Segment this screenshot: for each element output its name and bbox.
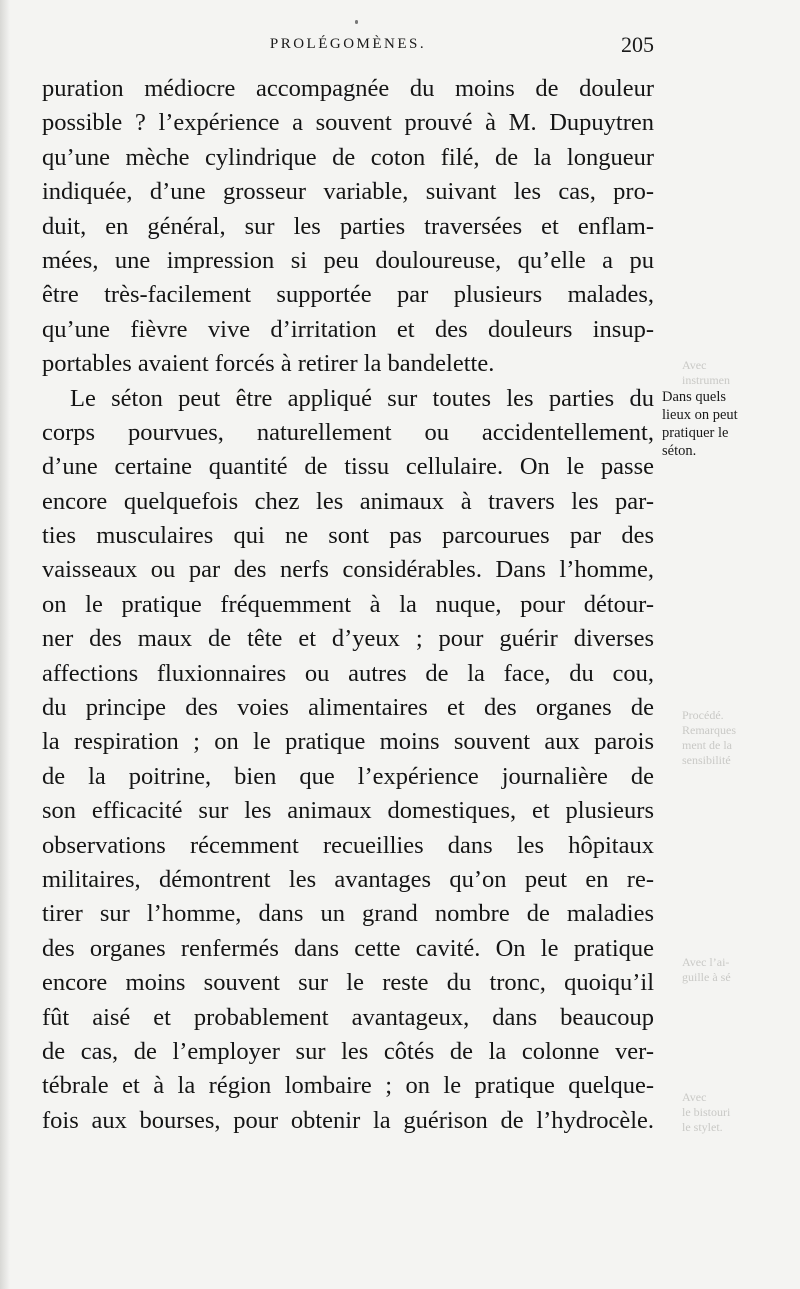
show-through-line: Avec bbox=[682, 358, 707, 372]
text-line: fois aux bourses, pour obtenir la guérison de l’hydrocèle. bbox=[42, 1106, 654, 1134]
show-through-line: sensibilité bbox=[682, 753, 731, 767]
ink-speck bbox=[355, 20, 358, 24]
show-through-line: guille à sé bbox=[682, 970, 731, 984]
text-line: ties musculaires qui ne sont pas parcourues par des bbox=[42, 522, 654, 550]
text-line: de la poitrine, bien que l’expérience journalière de bbox=[42, 762, 654, 790]
margin-note-line: lieux on peut bbox=[662, 407, 738, 423]
show-through-line: le bistouri bbox=[682, 1105, 731, 1119]
text-line: qu’une fièvre vive d’irritation et des douleurs insup- bbox=[42, 315, 654, 343]
text-line: de cas, de l’employer sur les côtés de la colonne ver- bbox=[42, 1037, 654, 1065]
text-line: mées, une impression si peu douloureuse, qu’elle a pu bbox=[42, 246, 654, 274]
text-line: encore quelquefois chez les animaux à travers les par- bbox=[42, 487, 654, 515]
page-number: 205 bbox=[621, 32, 654, 57]
text-line: son efficacité sur les animaux domestiques, et plusieurs bbox=[42, 797, 654, 825]
show-through-line: le stylet. bbox=[682, 1120, 723, 1134]
show-through-note bbox=[682, 708, 792, 768]
show-through-line: Procédé. bbox=[682, 708, 724, 722]
text-line: militaires, démontrent les avantages qu’on peut en re- bbox=[42, 865, 654, 893]
text-line: tébrale et à la région lombaire ; on le pratique quelque- bbox=[42, 1072, 654, 1100]
margin-note-line: Dans quels bbox=[662, 389, 727, 405]
show-through-line: instrumen bbox=[682, 373, 730, 387]
text-line: ner des maux de tête et d’yeux ; pour guérir diverses bbox=[42, 625, 654, 653]
show-through-line: Remarques bbox=[682, 723, 736, 737]
text-line-paragraph-start: Le séton peut être appliqué sur toutes les parties du bbox=[70, 384, 654, 412]
show-through-note bbox=[682, 955, 792, 985]
show-through-line: Avec l’ai- bbox=[682, 955, 730, 969]
text-line: affections fluxionnaires ou autres de la face, du cou, bbox=[42, 659, 654, 687]
page-header bbox=[42, 34, 654, 58]
text-line: puration médiocre accompagnée du moins de douleur bbox=[42, 75, 654, 102]
show-through-line: ment de la bbox=[682, 738, 732, 752]
show-through-note bbox=[682, 1090, 792, 1135]
text-line: possible ? l’expérience a souvent prouvé à M. Dupuytren bbox=[42, 109, 654, 137]
text-line: qu’une mèche cylindrique de coton filé, de la longueur bbox=[42, 143, 654, 171]
running-head: PROLÉGOMÈNES. bbox=[269, 36, 427, 52]
text-line: fût aisé et probablement avantageux, dans beaucoup bbox=[42, 1003, 654, 1031]
margin-note-line: pratiquer le bbox=[662, 425, 729, 441]
page-edge-shadow bbox=[0, 0, 10, 1289]
text-line: observations récemment recueillies dans les hôpitaux bbox=[42, 831, 654, 859]
margin-note bbox=[662, 388, 792, 460]
show-through-line: Avec bbox=[682, 1090, 707, 1104]
text-line: on le pratique fréquemment à la nuque, pour détour- bbox=[42, 590, 654, 618]
text-line: vaisseaux ou par des nerfs considérables. Dans l’homme, bbox=[42, 556, 654, 584]
text-line: tirer sur l’homme, dans un grand nombre de maladies bbox=[42, 900, 654, 928]
text-line: corps pourvues, naturellement ou accidentellement, bbox=[42, 418, 654, 446]
text-line: d’une certaine quantité de tissu cellulaire. On le passe bbox=[42, 453, 654, 481]
text-line-paragraph-end: portables avaient forcés à retirer la bandelette. bbox=[42, 350, 495, 378]
show-through-note bbox=[682, 358, 792, 388]
text-line: des organes renfermés dans cette cavité. On le pratique bbox=[42, 934, 654, 962]
text-line: duit, en général, sur les parties traversées et enflam- bbox=[42, 212, 654, 240]
text-line: indiquée, d’une grosseur variable, suivant les cas, pro- bbox=[42, 178, 654, 206]
margin-note-line: séton. bbox=[662, 443, 697, 459]
text-line: encore moins souvent sur le reste du tronc, quoiqu’il bbox=[42, 969, 654, 997]
text-line: du principe des voies alimentaires et des organes de bbox=[42, 694, 654, 722]
text-line: la respiration ; on le pratique moins souvent aux parois bbox=[42, 728, 654, 756]
text-line: être très-facilement supportée par plusieurs malades, bbox=[42, 281, 654, 309]
body-text bbox=[42, 72, 654, 1138]
